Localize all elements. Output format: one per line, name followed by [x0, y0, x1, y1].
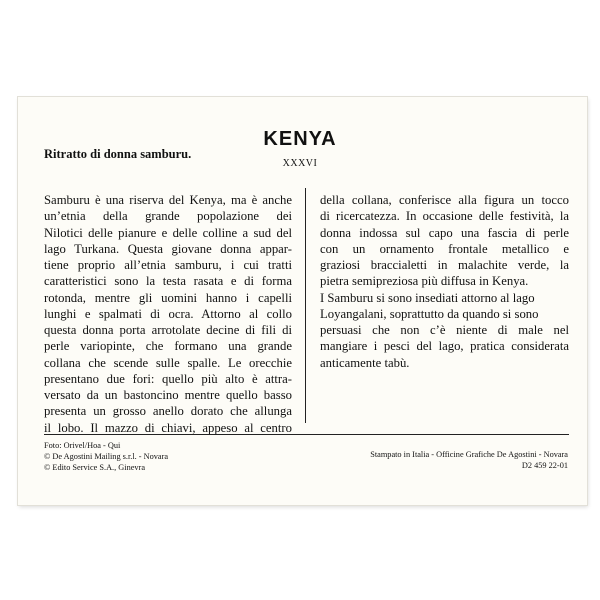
text-line: lago Turkana. Questa giovane donna appar-: [44, 241, 292, 256]
text-line: mangiare i pesci del lago, pratica considerata: [320, 339, 569, 354]
text-line: della collana, conferisce alla figura un tocco: [320, 193, 569, 207]
text-line: collana che scende sulle spalle. Le orecchie: [44, 355, 292, 370]
photo-caption: Ritratto di donna samburu.: [44, 147, 192, 161]
text-column-right: [320, 192, 569, 371]
text-line: Samburu è una riserva del Kenya, ma è anche: [44, 193, 292, 207]
copyright-line: © De Agostini Mailing s.r.l. - Novara: [44, 452, 169, 461]
page-title: KENYA: [263, 128, 337, 150]
text-line: donna indossa sul capo una fascia di perle: [320, 225, 569, 240]
text-line: rotonda, mentre gli uomini hanno i capelli: [44, 290, 292, 305]
text-line: graziosi braccialetti in malachite verde, la: [320, 258, 569, 272]
printer-line: Stampato in Italia - Officine Grafiche De Agostini - Novara: [370, 450, 568, 459]
text-line: con un ornamento frontale metallico e: [320, 241, 569, 256]
text-line: anticamente tabù.: [320, 355, 410, 370]
text-line: I Samburu si sono insediati attorno al lago: [320, 290, 535, 305]
text-line: presenta un grosso anello dorato che allunga: [44, 404, 292, 419]
text-line: perle variopinte, che formano una grande: [44, 339, 292, 354]
text-line: Loyangalani, soprattutto da quando si sono: [320, 306, 539, 321]
text-line: versato da un bastoncino mentre quello basso: [44, 388, 292, 402]
text-line: di ricercatezza. In occasione delle festività, la: [320, 209, 569, 224]
photo-credits: [44, 440, 168, 473]
text-line: lunghi e spalmati di ocra. Attorno al collo: [44, 306, 292, 321]
text-line: tiene proprio all’etnia samburu, i cui tratti: [44, 258, 292, 272]
text-line: questa donna porta arrotolate decine di fili di: [44, 323, 292, 337]
text-line: Nilotici delle pianure e delle colline a sud del: [44, 225, 292, 240]
footer-divider: [44, 434, 569, 435]
text-line: persuasi che non c’è niente di male nel: [320, 323, 569, 337]
printer-info: [370, 450, 568, 471]
text-line: pietra semipreziosa più diffusa in Kenya.: [320, 274, 529, 289]
text-line: caratteristici sono la testa rasata e di forma: [44, 274, 292, 289]
column-divider: [305, 188, 306, 423]
text-line: presentano due fori: quello più alto è attra-: [44, 371, 292, 386]
card-number: XXXVI: [282, 158, 318, 169]
photo-credit: Foto: Orivel/Hoa - Qui: [44, 441, 121, 450]
copyright-line: © Edito Service S.A., Ginevra: [44, 463, 146, 472]
text-column-left: [44, 192, 292, 436]
product-code: D2 459 22-01: [521, 460, 568, 470]
text-line: il lobo. Il mazzo di chiavi, appeso al centro: [44, 420, 292, 435]
text-line: un’etnia della grande popolazione dei: [44, 209, 292, 224]
